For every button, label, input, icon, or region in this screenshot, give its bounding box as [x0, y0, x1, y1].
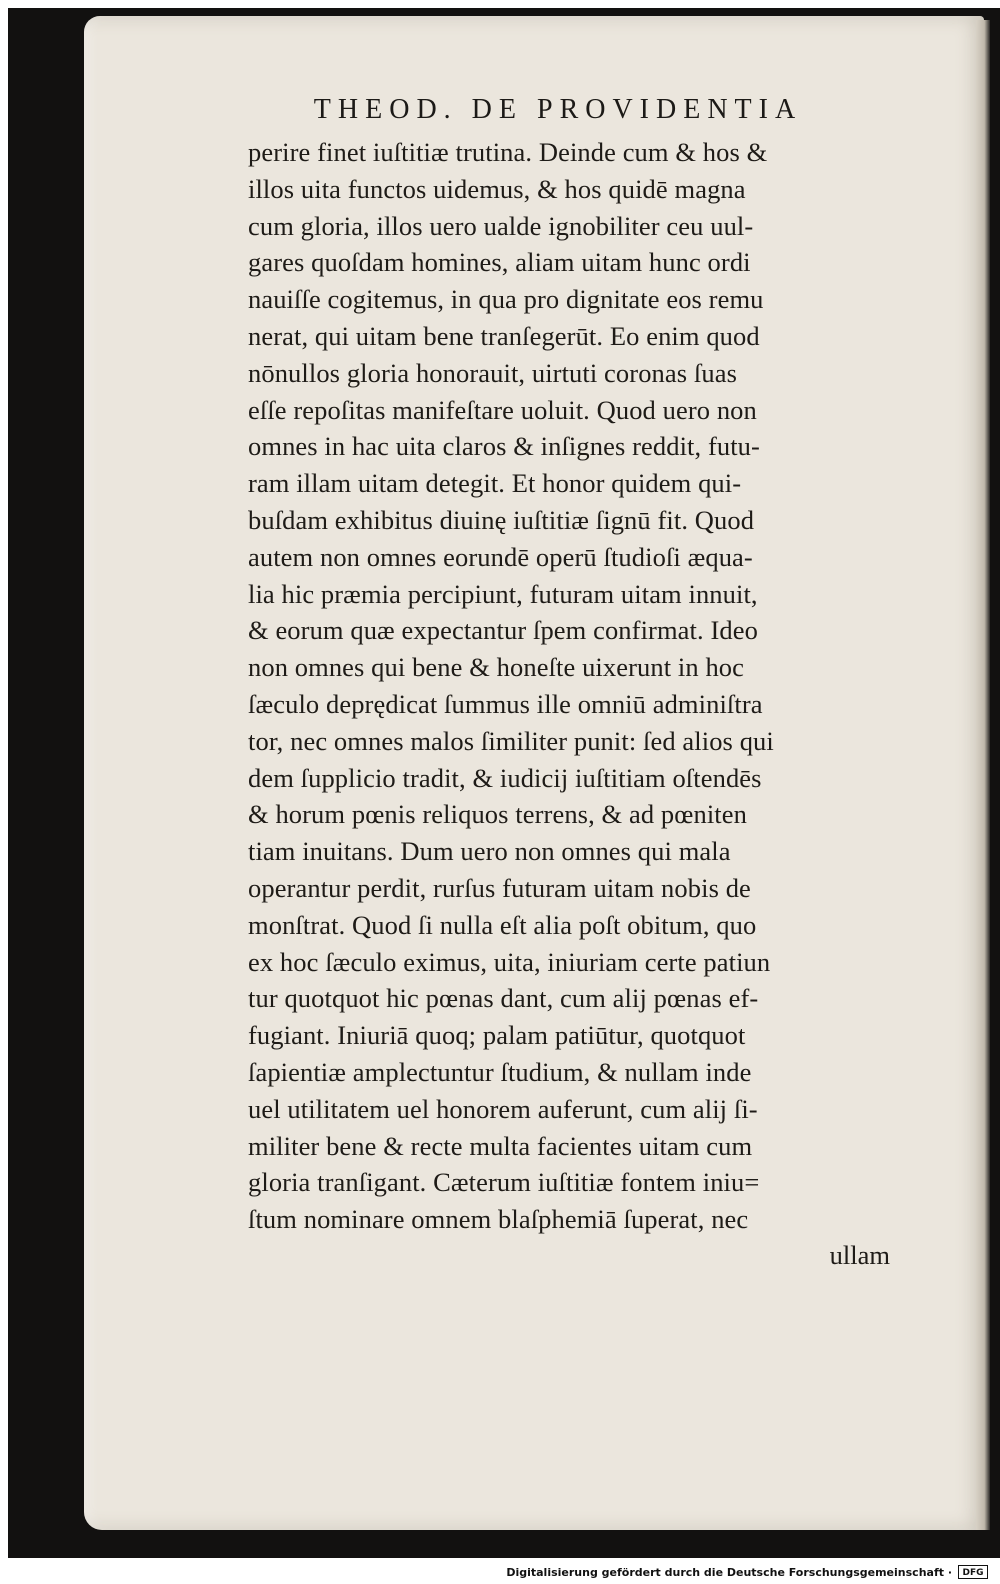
text-line: dem ſupplicio tradit, & iudicij iuſtitiam oſtendēs: [248, 762, 762, 793]
text-line: tor, nec omnes malos ſimiliter punit: ſed alios qui: [248, 725, 774, 756]
text-line: uel utilitatem uel honorem auferunt, cum alij ſi-: [248, 1093, 758, 1124]
page-edge: [976, 20, 990, 1530]
text-line: tiam inuitans. Dum uero non omnes qui mala: [248, 836, 731, 867]
text-line: ſtum nominare omnem blaſphemiā ſuperat, nec: [248, 1204, 749, 1235]
text-line: cum gloria, illos uero ualde ignobiliter ceu uul-: [248, 210, 754, 241]
running-head: THEOD. DE PROVIDENTIA: [313, 94, 803, 125]
text-line: gares quoſdam homines, aliam uitam hunc ordi: [248, 247, 751, 278]
catchword: ullam: [829, 1240, 890, 1270]
text-line: eſſe repoſitas manifeſtare uoluit. Quod uero non: [248, 394, 757, 425]
text-line: ſapientiæ amplectuntur ſtudium, & nullam inde: [248, 1056, 752, 1087]
text-line: monſtrat. Quod ſi nulla eſt alia poſt obitum, quo: [248, 909, 757, 940]
text-line: non omnes qui bene & honeſte uixerunt in hoc: [248, 652, 745, 683]
text-line: ex hoc ſæculo eximus, uita, iniuriam certe patiun: [248, 946, 771, 977]
text-line: nōnullos gloria honorauit, uirtuti coronas ſuas: [248, 357, 737, 388]
body-text: [248, 134, 898, 1238]
text-line: buſdam exhibitus diuinę iuſtitiæ ſignū fit. Quod: [248, 504, 755, 535]
text-line: nerat, qui uitam bene tranſegerūt. Eo enim quod: [248, 320, 760, 351]
text-line: nauiſſe cogitemus, in qua pro dignitate eos remu: [248, 284, 764, 315]
text-line: perire finet iuſtitiæ trutina. Deinde cum & hos &: [248, 137, 768, 167]
text-line: lia hic præmia percipiunt, futuram uitam innuit,: [248, 578, 758, 609]
text-line: & horum pœnis reliquos terrens, & ad pœniten: [248, 799, 747, 830]
text-line: ram illam uitam detegit. Et honor quidem qui-: [248, 468, 742, 499]
text-line: omnes in hac uita claros & inſignes reddit, futu-: [248, 431, 760, 462]
footer: [0, 1562, 1000, 1584]
footer-credit-text: Digitalisierung gefördert durch die Deutsche Forschungsgemeinschaft ·: [506, 1566, 952, 1579]
text-line: operantur perdit, rurſus futuram uitam nobis de: [248, 872, 751, 903]
text-line: ſæculo deprędicat ſummus ille omniū adminiſtra: [248, 688, 763, 719]
text-line: & eorum quæ expectantur ſpem confirmat. Ideo: [248, 615, 758, 646]
dfg-logo-icon: DFG: [958, 1565, 988, 1579]
text-line: gloria tranſigant. Cæterum iuſtitiæ fontem iniu=: [248, 1167, 760, 1198]
text-line: militer bene & recte multa facientes uitam cum: [248, 1130, 753, 1161]
text-line: tur quotquot hic pœnas dant, cum alij pœnas ef-: [248, 983, 759, 1014]
text-line: fugiant. Iniuriā quoq; palam patiūtur, quotquot: [248, 1020, 746, 1051]
text-line: autem non omnes eorundē operū ſtudioſi æqua-: [248, 541, 753, 572]
text-line: illos uita functos uidemus, & hos quidē magna: [248, 173, 746, 204]
